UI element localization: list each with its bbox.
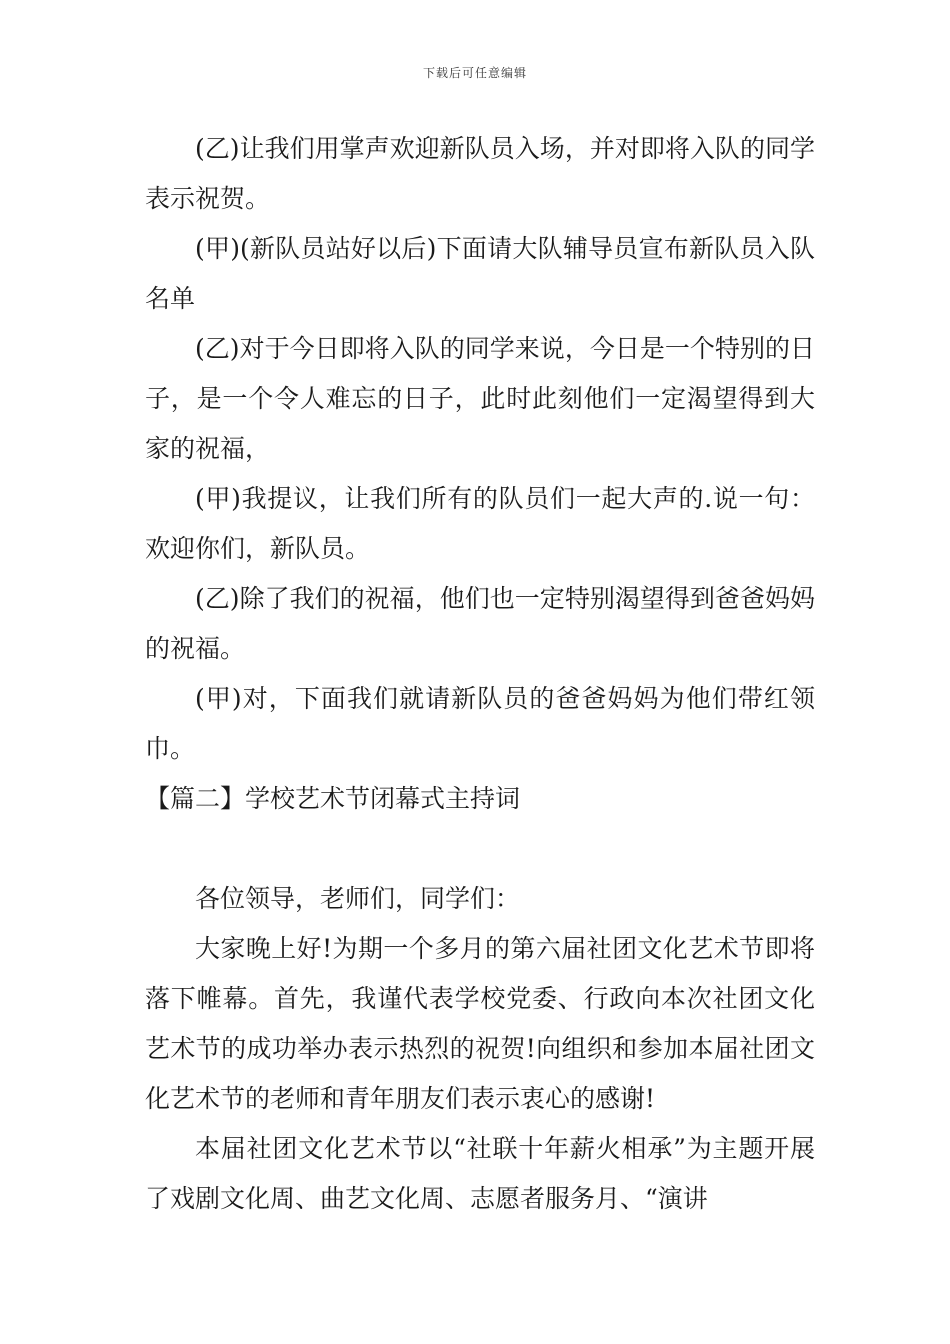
paragraph: 大家晚上好!为期一个多月的第六届社团文化艺术节即将落下帷幕。首先，我谨代表学校党委、行政向本次社团文化艺术节的成功举办表示热烈的祝贺!向组织和参加本届社团文化艺术节的老师和青年朋友们表示衷心的感谢! [145,934,815,1113]
paragraph: (甲)对，下面我们就请新队员的爸爸妈妈为他们带红领巾。 [145,684,815,763]
paragraph: (乙)对于今日即将入队的同学来说，今日是一个特别的日子，是一个令人难忘的日子，此时此刻他们一定渴望得到大家的祝福， [145,334,815,463]
paragraph: (乙)让我们用掌声欢迎新队员入场，并对即将入队的同学表示祝贺。 [145,134,815,213]
paragraph: (甲)我提议，让我们所有的队员们一起大声的.说一句：欢迎你们，新队员。 [145,484,815,563]
salutation: 各位领导，老师们，同学们： [195,884,521,913]
paragraph: 本届社团文化艺术节以“社联十年薪火相承”为主题开展了戏剧文化周、曲艺文化周、志愿者服务月、“演讲 [145,1134,815,1213]
paragraph: (乙)除了我们的祝福，他们也一定特别渴望得到爸爸妈妈的祝福。 [145,584,815,663]
blank-line [145,824,815,874]
section-heading: 【篇二】学校艺术节闭幕式主持词 [145,784,521,813]
paragraph: (甲)(新队员站好以后)下面请大队辅导员宣布新队员入队名单 [145,234,815,313]
page-header: 下载后可任意编辑 [422,66,527,80]
document-body [145,124,815,1224]
